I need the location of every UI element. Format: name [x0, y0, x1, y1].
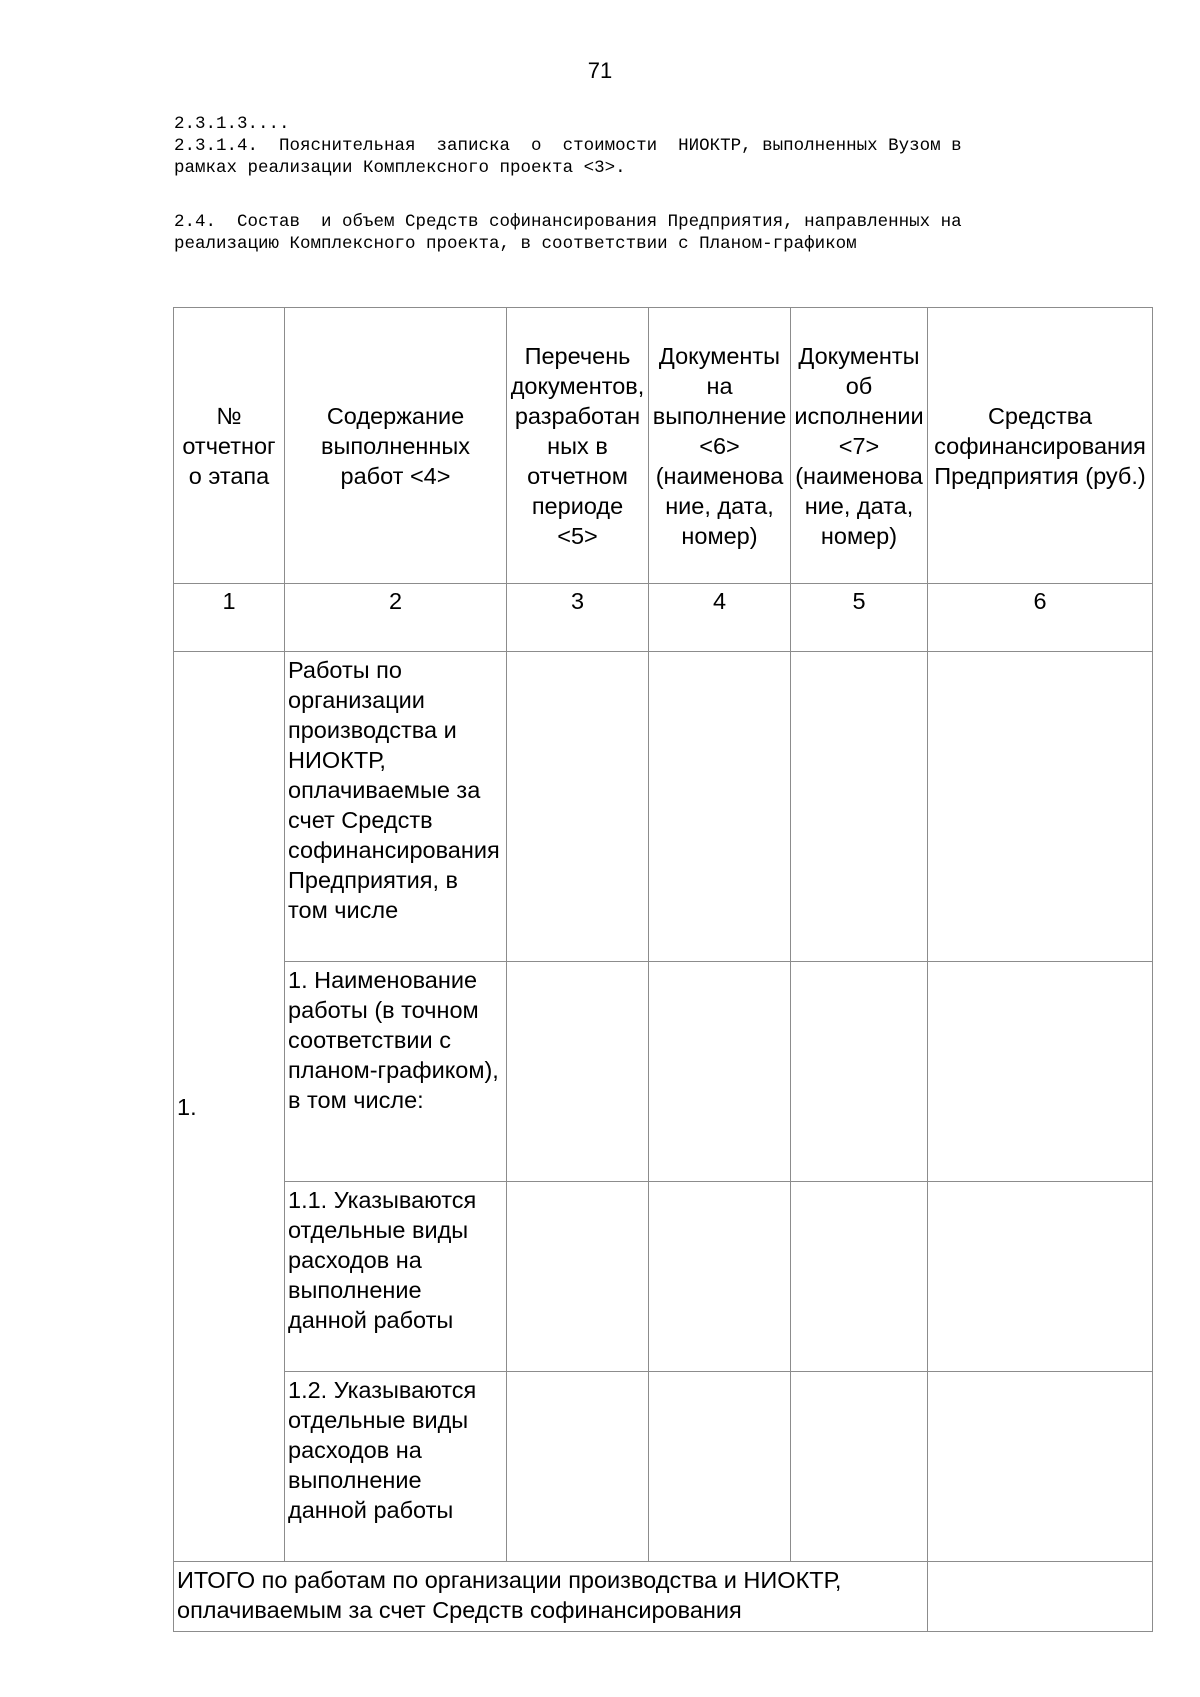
cofinancing-table — [173, 307, 1153, 1632]
work-content-cell: 1.1. Указываются отдельные виды расходов на выполнение данной работы — [285, 1182, 507, 1372]
column-number: 1 — [174, 584, 285, 652]
empty-cell — [649, 962, 791, 1182]
column-number-row — [174, 584, 1153, 652]
empty-cell — [928, 1372, 1153, 1562]
empty-cell — [791, 962, 928, 1182]
header-stage-number: № отчетного этапа — [174, 308, 285, 584]
section-2-3-1-4: 2.3.1.4. Пояснительная записка о стоимости НИОКТР, выполненных Вузом в рамках реализации Комплексного проекта <3>. — [174, 136, 962, 178]
header-row — [174, 308, 1153, 584]
column-number: 4 — [649, 584, 791, 652]
empty-cell — [791, 652, 928, 962]
total-label: ИТОГО по работам по организации производства и НИОКТР, оплачиваемым за счет Средств софинансирования — [174, 1562, 928, 1632]
empty-cell — [791, 1372, 928, 1562]
empty-cell — [507, 1372, 649, 1562]
stage-number-cell: 1. — [174, 652, 285, 1562]
column-number: 2 — [285, 584, 507, 652]
work-content-cell: 1.2. Указываются отдельные виды расходов на выполнение данной работы — [285, 1372, 507, 1562]
column-number: 5 — [791, 584, 928, 652]
table-row — [174, 1372, 1153, 1562]
header-documents-list: Перечень документов, разработанных в отчетном периоде <5> — [507, 308, 649, 584]
empty-cell — [928, 652, 1153, 962]
empty-cell — [507, 1182, 649, 1372]
empty-cell — [507, 962, 649, 1182]
empty-cell — [649, 652, 791, 962]
section-2-3-1-3: 2.3.1.3.... — [174, 114, 290, 134]
empty-cell — [507, 652, 649, 962]
empty-cell — [649, 1182, 791, 1372]
work-content-cell: 1. Наименование работы (в точном соответствии с планом-графиком), в том числе: — [285, 962, 507, 1182]
total-row — [174, 1562, 1153, 1632]
section-2-4: 2.4. Состав и объем Средств софинансирования Предприятия, направленных на реализацию Комплексного проекта, в соответствии с Планом-графиком — [174, 212, 962, 254]
empty-cell — [649, 1372, 791, 1562]
column-number: 6 — [928, 584, 1153, 652]
empty-cell — [791, 1182, 928, 1372]
column-number: 3 — [507, 584, 649, 652]
table-row — [174, 962, 1153, 1182]
page-number: 71 — [587, 58, 613, 83]
table-row — [174, 652, 1153, 962]
header-fulfillment-documents: Документы об исполнении <7> (наименование, дата, номер) — [791, 308, 928, 584]
header-cofinancing-amount: Средства софинансирования Предприятия (руб.) — [928, 308, 1153, 584]
empty-cell — [928, 1182, 1153, 1372]
table-row — [174, 1182, 1153, 1372]
work-content-cell: Работы по организации производства и НИОКТР, оплачиваемые за счет Средств софинансирования Предприятия, в том числе — [285, 652, 507, 962]
total-amount-cell — [928, 1562, 1153, 1632]
empty-cell — [928, 962, 1153, 1182]
header-work-content: Содержание выполненных работ <4> — [285, 308, 507, 584]
header-execution-documents: Документы на выполнение <6> (наименование, дата, номер) — [649, 308, 791, 584]
